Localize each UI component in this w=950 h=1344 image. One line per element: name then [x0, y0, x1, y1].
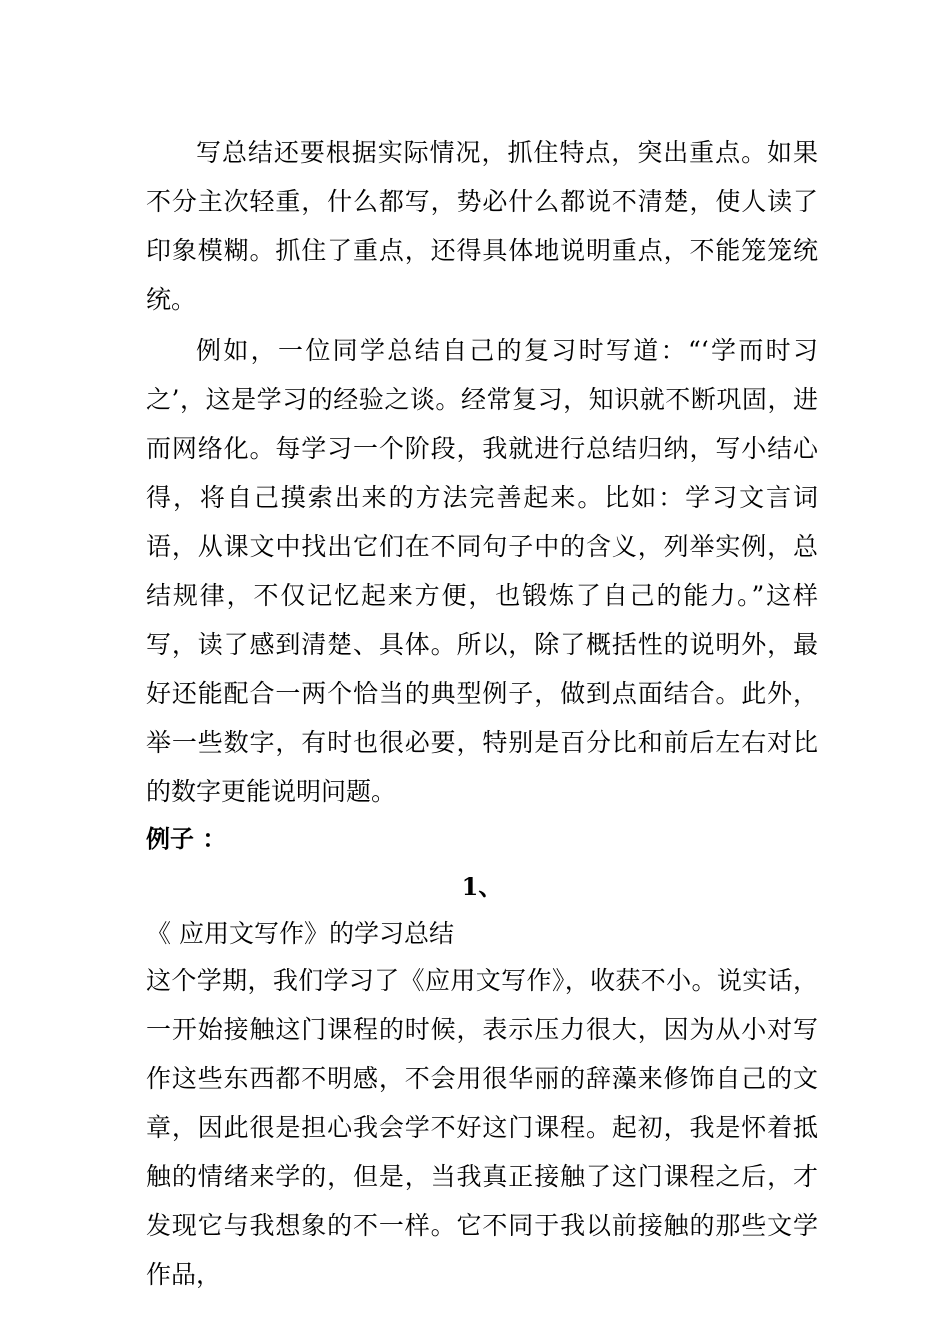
document-page	[146, 128, 818, 1299]
paragraph-example-review: 例如，一位同学总结自己的复习时写道：“‘学而时习之’，这是学习的经验之谈。经常复习，知识就不断巩固，进而网络化。每学习一个阶段，我就进行总结归纳，写小结心得，将自己摸索出来的方法完善起来。比如：学习文言词语，从课文中找出它们在不同句子中的含义，列举实例，总结规律，不仅记忆起来方便，也锻炼了自己的能力。”这样写，读了感到清楚、具体。所以，除了概括性的说明外，最好还能配合一两个恰当的典型例子，做到点面结合。此外，举一些数字，有时也很必要，特别是百分比和前后左右对比的数字更能说明问题。	[146, 336, 818, 806]
example-title: 《 应用文写作》的学习总结	[146, 919, 454, 948]
paragraph-focus-key-points: 写总结还要根据实际情况，抓住特点，突出重点。如果不分主次轻重，什么都写，势必什么都说不清楚，使人读了印象模糊。抓住了重点，还得具体地说明重点，不能笼笼统统。	[146, 138, 818, 314]
example-number: 1、	[461, 872, 503, 901]
example-body: 这个学期，我们学习了《应用文写作》，收获不小。说实话，一开始接触这门课程的时候，表示压力很大，因为从小对写作这些东西都不明感，不会用很华丽的辞藻来修饰自己的文章，因此很是担心我会学不好这门课程。起初，我是怀着抵触的情绪来学的，但是，当我真正接触了这门课程之后，才发现它与我想象的不一样。它不同于我以前接触的那些文学作品，	[146, 966, 818, 1289]
example-heading: 例子 ：	[146, 825, 227, 853]
